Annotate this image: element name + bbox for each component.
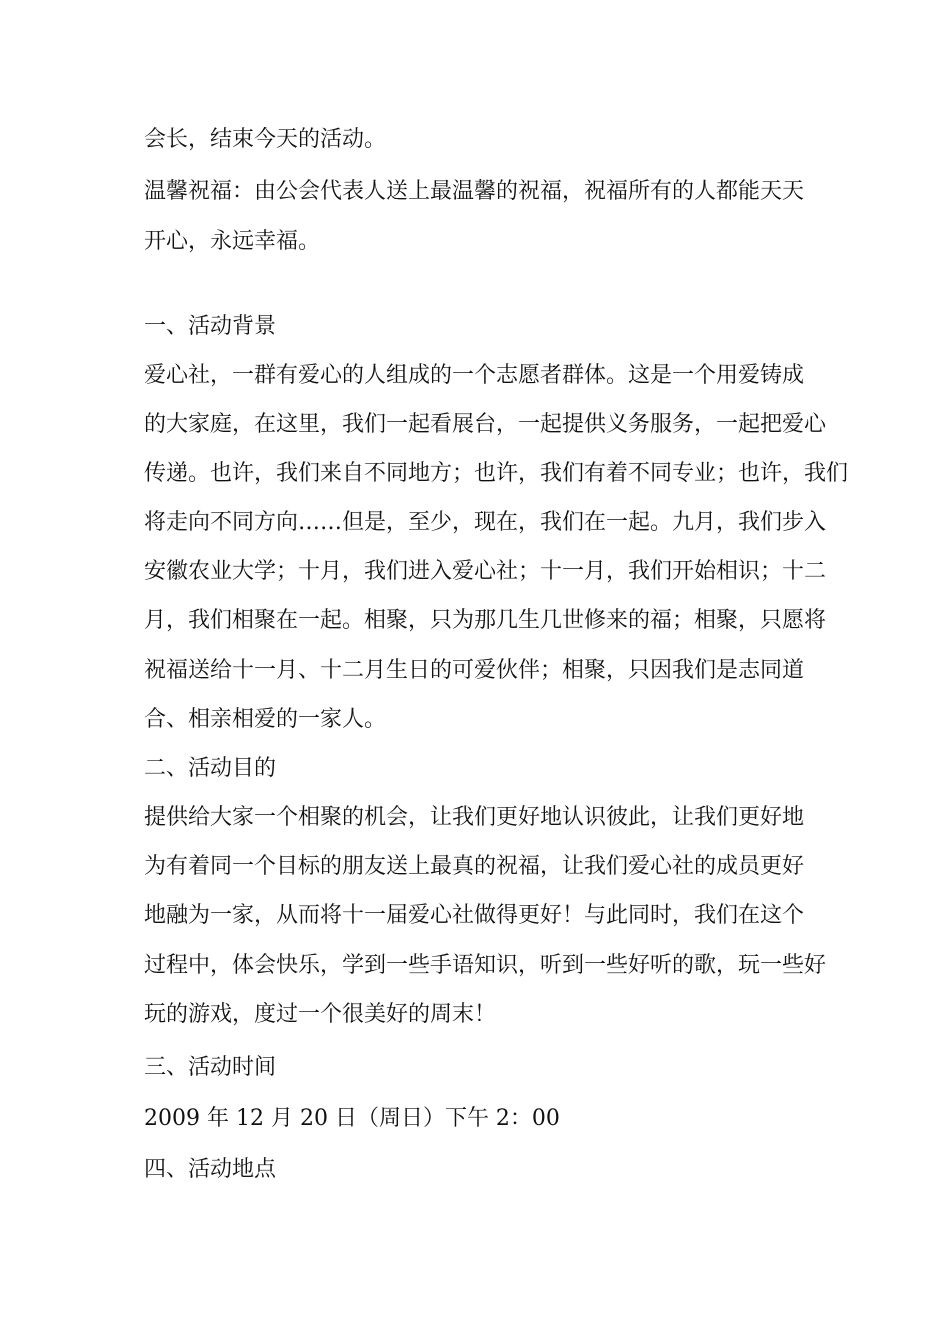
purpose-paragraph-line-1: 提供给大家一个相聚的机会，让我们更好地认识彼此，让我们更好地: [144, 805, 805, 830]
background-paragraph-line-3: 传递。也许，我们来自不同地方；也许，我们有着不同专业；也许，我们: [144, 461, 849, 486]
purpose-paragraph-line-3: 地融为一家，从而将十一届爱心社做得更好！与此同时，我们在这个: [144, 903, 805, 928]
section-heading-purpose: 二、活动目的: [144, 756, 277, 781]
blessing-line-2: 开心，永远幸福。: [144, 229, 321, 254]
section-heading-location: 四、活动地点: [144, 1157, 277, 1182]
background-paragraph-line-4: 将走向不同方向……但是，至少，现在，我们在一起。九月，我们步入: [144, 510, 827, 535]
purpose-paragraph-line-4: 过程中，体会快乐，学到一些手语知识，听到一些好听的歌，玩一些好: [144, 953, 827, 978]
background-paragraph-line-2: 的大家庭，在这里，我们一起看展台，一起提供义务服务，一起把爱心: [144, 412, 827, 437]
background-paragraph-line-8: 合、相亲相爱的一家人。: [144, 707, 387, 732]
event-time: 2009 年 12 月 20 日（周日）下午 2：00: [144, 1106, 560, 1131]
section-heading-background: 一、活动背景: [144, 314, 277, 339]
blessing-line-1: 温馨祝福：由公会代表人送上最温馨的祝福，祝福所有的人都能天天: [144, 179, 805, 204]
purpose-paragraph-line-5: 玩的游戏，度过一个很美好的周末！: [144, 1002, 497, 1027]
background-paragraph-line-6: 月，我们相聚在一起。相聚，只为那几生几世修来的福；相聚，只愿将: [144, 608, 827, 633]
closing-line: 会长，结束今天的活动。: [144, 127, 387, 152]
section-heading-time: 三、活动时间: [144, 1055, 277, 1080]
background-paragraph-line-1: 爱心社，一群有爱心的人组成的一个志愿者群体。这是一个用爱铸成: [144, 363, 805, 388]
background-paragraph-line-5: 安徽农业大学；十月，我们进入爱心社；十一月，我们开始相识；十二: [144, 559, 827, 584]
purpose-paragraph-line-2: 为有着同一个目标的朋友送上最真的祝福，让我们爱心社的成员更好: [144, 854, 805, 879]
background-paragraph-line-7: 祝福送给十一月、十二月生日的可爱伙伴；相聚，只因我们是志同道: [144, 658, 805, 683]
